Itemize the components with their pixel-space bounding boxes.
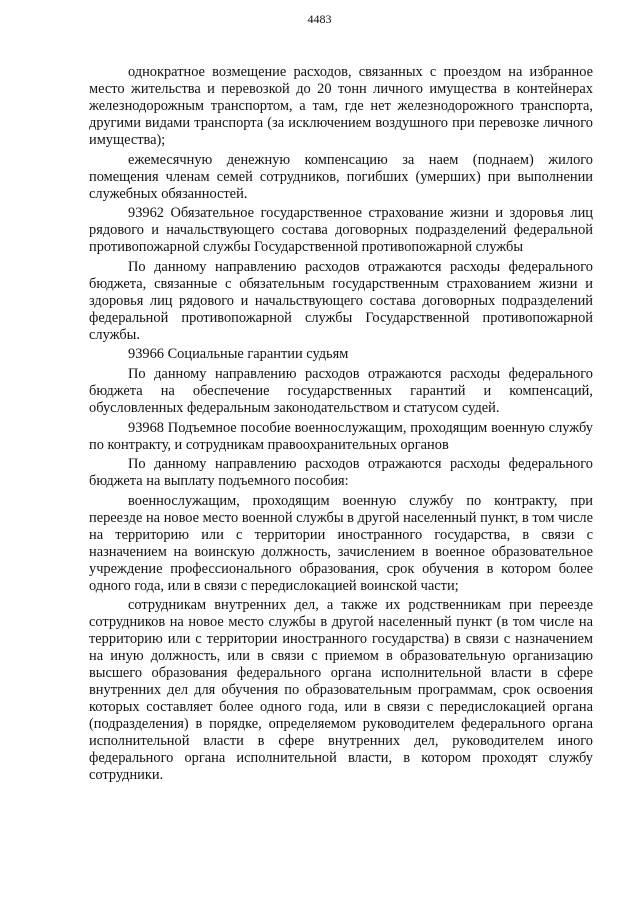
heading-93966: 93966 Социальные гарантии судьям bbox=[128, 346, 349, 363]
paragraph-93966-description: По данному направлению расходов отражаются расходы федерального бюджета на обеспечение государственных гарантий и компенсаций, обусловленных федеральным законодательством и статусом судей. bbox=[89, 365, 593, 416]
paragraph-military-servicemen: военнослужащим, проходящим военную службу по контракту, при переезде на новое место военной службы в другой населенный пункт, в том числе на территорию или с территории иностранного государства, в связи с назначением на воинскую должность, зачислением в военное образовательное учреждение профессионального образования, срок обучения в котором более одного года, или в связи с передислокацией воинской части; bbox=[89, 492, 593, 594]
heading-93968: 93968 Подъемное пособие военнослужащим, проходящим военную службу по контракту, и сотрудникам правоохранительных органов bbox=[89, 419, 593, 453]
heading-93962: 93962 Обязательное государственное страхование жизни и здоровья лиц рядового и начальствующего состава договорных подразделений федеральной противопожарной службы Государственной противопожарной службы bbox=[89, 205, 593, 256]
paragraph-93968-description: По данному направлению расходов отражаются расходы федерального бюджета на выплату подъемного пособия: bbox=[89, 456, 593, 490]
paragraph-93962-description: По данному направлению расходов отражаются расходы федерального бюджета, связанные с обязательным государственным страхованием жизни и здоровья лиц рядового и начальствующего состава договорных подразделений федеральной противопожарной службы Государственной противопожарной службы. bbox=[89, 258, 593, 343]
paragraph-relocation-compensation: однократное возмещение расходов, связанных с проездом на избранное место жительства и перевозкой до 20 тонн личного имущества в контейнерах железнодорожным транспортом, а там, где нет железнодорожного транспорта, другими видами транспорта (за исключением воздушного при перевозке личного имущества); bbox=[89, 64, 593, 148]
page-number: 4483 bbox=[307, 12, 332, 26]
document-body bbox=[89, 64, 593, 787]
paragraph-housing-compensation: ежемесячную денежную компенсацию за наем (поднаем) жилого помещения членам семей сотрудников, погибших (умерших) при выполнении служебных обязанностей. bbox=[89, 151, 593, 202]
paragraph-internal-affairs-staff: сотрудникам внутренних дел, а также их родственникам при переезде сотрудников на новое место службы в другой населенный пункт (в том числе на территорию или с территории иностранного государства) в связи с назначением на иную должность, или в связи с приемом в образовательную организацию высшего образования федерального органа исполнительной власти в сфере внутренних дел для обучения по образовательным программам, срок освоения которых составляет более одного года, или в связи с передислокацией органа (подразделения) в порядке, определяемом руководителем федерального органа исполнительной власти в сфере внутренних дел, руководителем иного федерального органа исполнительной власти, в котором проходят службу сотрудники. bbox=[89, 597, 593, 784]
